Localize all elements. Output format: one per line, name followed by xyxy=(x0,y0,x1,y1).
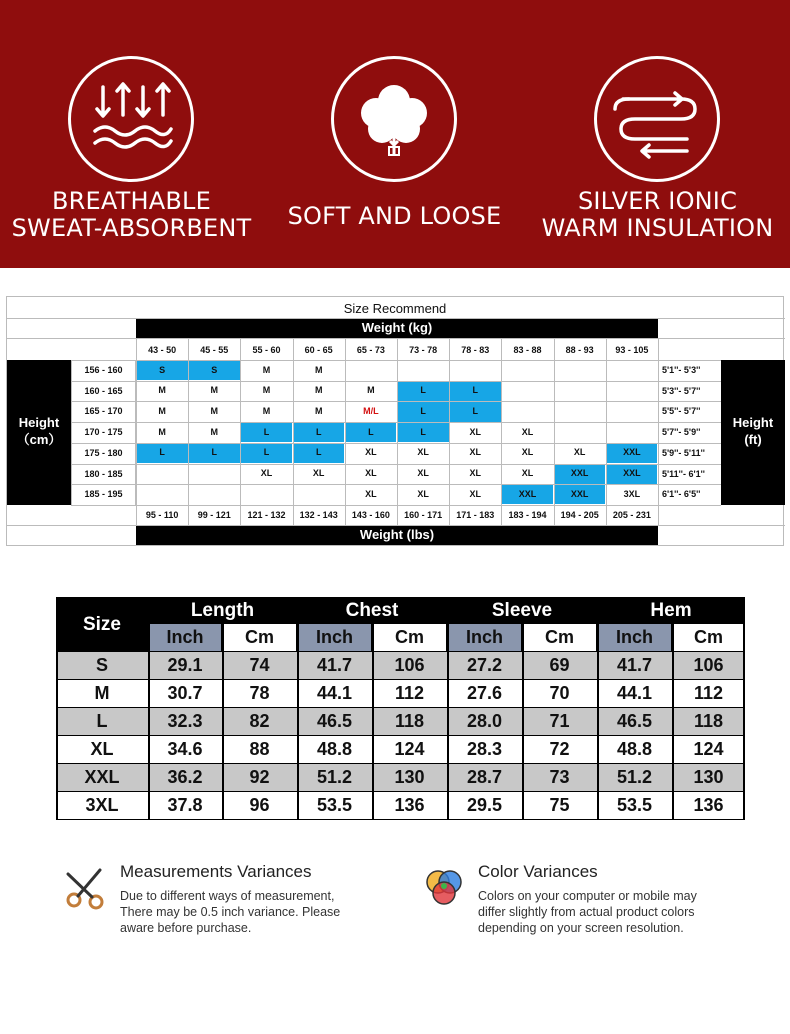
feature-soft-line1: SOFT AND LOOSE xyxy=(287,202,502,230)
height-ft-unit: (ft) xyxy=(744,432,762,447)
grid-vline xyxy=(188,338,189,525)
size-cell xyxy=(502,361,553,381)
color-variance-line: Colors on your computer or mobile may xyxy=(478,889,697,903)
measure-value-cell: 41.7 xyxy=(297,652,372,679)
grid-vline xyxy=(554,338,555,525)
lbs-range-cell: 95 - 110 xyxy=(145,510,179,520)
size-cell: 3XL xyxy=(623,488,641,499)
measure-value-cell: 28.0 xyxy=(447,708,522,735)
measure-value-cell: 48.8 xyxy=(597,736,672,763)
table-hline xyxy=(56,791,745,792)
size-cell: XL xyxy=(469,488,482,499)
measure-value-cell: 37.8 xyxy=(148,792,222,819)
table-hline xyxy=(56,819,745,820)
lbs-range-cell: 183 - 194 xyxy=(508,510,547,520)
size-cell xyxy=(606,423,657,443)
grid-hline xyxy=(71,360,721,361)
height-cm-cell: 175 - 180 xyxy=(84,447,123,458)
measure-value-cell: 46.5 xyxy=(297,708,372,735)
measure-value-cell: 74 xyxy=(222,652,297,679)
unit-inch-header: Inch xyxy=(149,624,221,651)
size-cell xyxy=(502,381,553,401)
lbs-range-cell: 194 - 205 xyxy=(560,510,599,520)
measure-value-cell: 124 xyxy=(372,736,447,763)
grid-hline xyxy=(71,484,721,485)
measurement-table xyxy=(56,597,745,820)
measure-value-cell: 28.3 xyxy=(447,736,522,763)
color-variance-line: differ slightly from actual product colors xyxy=(478,905,695,919)
measure-value-cell: 48.8 xyxy=(297,736,372,763)
kg-range-cell: 55 - 60 xyxy=(252,345,281,355)
size-cell: L xyxy=(293,443,344,463)
height-ft-cell: 5'1''- 5'3'' xyxy=(662,365,701,375)
size-cell: M/L xyxy=(363,405,379,416)
table-hline xyxy=(56,763,745,764)
measure-value-cell: 46.5 xyxy=(597,708,672,735)
kg-range-cell: 88 - 93 xyxy=(565,345,594,355)
unit-cm-header: Cm xyxy=(223,624,296,651)
grid-vline xyxy=(606,338,607,525)
grid-hline xyxy=(71,401,721,402)
size-cell xyxy=(450,361,501,381)
measure-value-cell: 51.2 xyxy=(597,764,672,791)
kg-range-cell: 65 - 73 xyxy=(356,345,385,355)
height-cm-label: Height xyxy=(18,415,60,430)
measure-value-cell: 96 xyxy=(222,792,297,819)
kg-range-cell: 60 - 65 xyxy=(304,345,333,355)
measure-value-cell: 112 xyxy=(372,680,447,707)
grid-vline xyxy=(135,360,136,505)
height-cm-cell: 185 - 195 xyxy=(84,489,123,500)
measure-value-cell: 106 xyxy=(672,652,745,679)
height-cm-cell: 156 - 160 xyxy=(84,365,123,375)
lbs-range-cell: 205 - 231 xyxy=(612,510,651,520)
size-cell xyxy=(241,485,292,505)
size-cell xyxy=(137,464,188,484)
measure-value-cell: 106 xyxy=(372,652,447,679)
unit-inch-header: Inch xyxy=(448,624,521,651)
measure-row xyxy=(56,680,745,708)
measure-value-cell: 53.5 xyxy=(297,792,372,819)
size-cell: L xyxy=(241,423,292,443)
kg-range-cell: 78 - 83 xyxy=(461,345,490,355)
size-cell: M xyxy=(367,385,375,396)
size-label-cell: 3XL xyxy=(56,792,148,819)
size-recommend-chart xyxy=(6,296,784,546)
color-variance-text xyxy=(478,888,697,936)
grid-vline xyxy=(501,338,502,525)
grid-hline xyxy=(71,422,721,423)
kg-range-cell: 45 - 55 xyxy=(200,345,229,355)
grid-hline xyxy=(7,525,785,526)
measure-value-cell: 36.2 xyxy=(148,764,222,791)
grid-vline xyxy=(240,338,241,525)
height-ft-cell: 5'3''- 5'7'' xyxy=(662,385,701,396)
height-cm-cell: 180 - 185 xyxy=(84,468,123,479)
height-cm-cell: 160 - 165 xyxy=(84,385,123,396)
measure-value-cell: 136 xyxy=(672,792,745,819)
size-cell: L xyxy=(345,423,396,443)
measure-value-cell: 75 xyxy=(522,792,597,819)
size-label-cell: M xyxy=(56,680,148,707)
feature-warm-line1: SILVER IONIC xyxy=(577,187,738,215)
group-header: Hem xyxy=(650,600,692,621)
measure-value-cell: 78 xyxy=(222,680,297,707)
measure-row xyxy=(56,736,745,764)
size-cell xyxy=(293,485,344,505)
size-cell xyxy=(606,402,657,422)
size-cell: M xyxy=(158,426,166,437)
size-cell: L xyxy=(293,423,344,443)
size-cell xyxy=(554,402,605,422)
grid-vline xyxy=(136,338,137,525)
weight-kg-header: Weight (kg) xyxy=(136,318,658,338)
measurement-variance-title: Measurements Variances xyxy=(120,862,312,881)
grid-hline xyxy=(71,381,721,382)
grid-vline xyxy=(345,338,346,525)
grid-hline xyxy=(7,338,785,339)
size-header: Size xyxy=(82,614,122,635)
size-cell: M xyxy=(158,405,166,416)
table-vline xyxy=(56,597,58,820)
measurement-header xyxy=(56,597,745,652)
lbs-range-cell: 99 - 121 xyxy=(197,510,231,520)
measure-value-cell: 70 xyxy=(522,680,597,707)
height-ft-label: Height xyxy=(732,415,774,430)
measure-row xyxy=(56,708,745,736)
measure-value-cell: 27.2 xyxy=(447,652,522,679)
height-ft-header xyxy=(721,360,785,505)
lbs-range-cell: 171 - 183 xyxy=(456,510,495,520)
measurement-variance-line: aware before purchase. xyxy=(120,921,252,935)
measure-row xyxy=(56,764,745,792)
feature-breathable-line2: SWEAT-ABSORBENT xyxy=(11,214,252,242)
grid-hline xyxy=(7,318,785,319)
grid-hline xyxy=(71,505,721,506)
measure-value-cell: 69 xyxy=(522,652,597,679)
measure-value-cell: 92 xyxy=(222,764,297,791)
measure-value-cell: 72 xyxy=(522,736,597,763)
feature-soft xyxy=(263,0,526,268)
measure-value-cell: 124 xyxy=(672,736,745,763)
grid-hline xyxy=(71,464,721,465)
grid-hline xyxy=(71,443,721,444)
size-cell: L xyxy=(398,402,449,422)
size-cell: XL xyxy=(312,468,325,478)
size-cell: XL xyxy=(260,468,273,478)
height-ft-cell: 5'9''- 5'11'' xyxy=(662,447,705,458)
size-cell: L xyxy=(398,423,449,443)
feature-breathable-line1: BREATHABLE xyxy=(52,187,211,215)
size-label-cell: S xyxy=(56,652,148,679)
measure-value-cell: 29.1 xyxy=(148,652,222,679)
size-cell: XL xyxy=(469,426,482,437)
measure-value-cell: 73 xyxy=(522,764,597,791)
feature-breathable xyxy=(0,0,263,268)
size-cell: M xyxy=(314,364,323,375)
size-cell: M xyxy=(262,405,271,416)
measurement-variance-line: Due to different ways of measurement, xyxy=(120,889,335,903)
group-header: Sleeve xyxy=(491,600,553,621)
measure-value-cell: 51.2 xyxy=(297,764,372,791)
size-label-cell: L xyxy=(56,708,148,735)
table-hline xyxy=(56,735,745,736)
measure-value-cell: 32.3 xyxy=(148,708,222,735)
size-cell: XL xyxy=(469,468,482,478)
lbs-range-cell: 121 - 132 xyxy=(247,510,286,520)
height-cm-header xyxy=(7,360,71,505)
size-cell: XL xyxy=(365,468,377,478)
grid-vline xyxy=(658,338,659,525)
measurement-variance-text xyxy=(120,888,340,936)
lbs-range-cell: 160 - 171 xyxy=(404,510,443,520)
kg-range-cell: 83 - 88 xyxy=(513,345,542,355)
size-cell: XL xyxy=(521,447,534,458)
measurement-variance-line: There may be 0.5 inch variance. Please xyxy=(120,905,341,919)
height-ft-cell: 5'5''- 5'7'' xyxy=(662,406,701,417)
kg-range-cell: 93 - 105 xyxy=(615,345,649,355)
size-cell: XL xyxy=(417,488,429,499)
measure-value-cell: 34.6 xyxy=(148,736,222,763)
unit-cm-header: Cm xyxy=(523,624,596,651)
lbs-range-cell: 132 - 143 xyxy=(299,510,338,520)
size-cell xyxy=(345,361,396,381)
size-cell: M xyxy=(210,426,219,437)
size-cell: M xyxy=(210,385,219,396)
thermal-wave-arrows-icon xyxy=(594,56,720,182)
measure-row xyxy=(56,652,745,680)
height-cm-cell: 170 - 175 xyxy=(84,427,123,438)
table-vline xyxy=(148,597,150,820)
unit-inch-header: Inch xyxy=(298,624,371,651)
scissors-icon xyxy=(62,864,110,912)
size-cell: XXL xyxy=(606,443,657,463)
measure-value-cell: 82 xyxy=(222,708,297,735)
kg-range-cell: 43 - 50 xyxy=(148,345,177,355)
feature-warm xyxy=(526,0,789,268)
size-cell: XL xyxy=(521,468,534,478)
size-cell: XL xyxy=(469,447,482,458)
size-cell: XXL xyxy=(554,464,605,484)
breathable-arrows-waves-icon xyxy=(68,56,194,182)
unit-inch-header: Inch xyxy=(598,624,671,651)
size-cell: XL xyxy=(365,447,377,458)
size-cell xyxy=(554,381,605,401)
measure-value-cell: 44.1 xyxy=(297,680,372,707)
measure-row xyxy=(56,792,745,820)
size-cell: L xyxy=(450,381,501,401)
feature-warm-line2: WARM INSULATION xyxy=(541,214,774,242)
unit-cm-header: Cm xyxy=(373,624,446,651)
measure-value-cell: 28.7 xyxy=(447,764,522,791)
height-ft-cell: 5'7''- 5'9'' xyxy=(662,427,701,438)
size-cell xyxy=(398,361,449,381)
measure-value-cell: 112 xyxy=(672,680,745,707)
group-header: Chest xyxy=(345,600,399,621)
size-cell: L xyxy=(450,402,501,422)
table-vline xyxy=(597,597,599,820)
table-vline xyxy=(297,597,299,820)
size-cell: L xyxy=(189,443,240,463)
size-cell: M xyxy=(262,385,271,396)
size-cell xyxy=(189,485,240,505)
unit-cm-header: Cm xyxy=(673,624,744,651)
measure-value-cell: 130 xyxy=(372,764,447,791)
measure-value-cell: 136 xyxy=(372,792,447,819)
size-cell: M xyxy=(262,364,271,375)
size-cell xyxy=(189,464,240,484)
size-cell: M xyxy=(210,405,219,416)
height-ft-cell: 6'1''- 6'5'' xyxy=(662,489,701,500)
measure-value-cell: 27.6 xyxy=(447,680,522,707)
size-cell: M xyxy=(314,385,323,396)
lbs-range-cell: 143 - 160 xyxy=(351,510,390,520)
height-cm-unit: （cm） xyxy=(16,432,62,447)
measure-value-cell: 118 xyxy=(672,708,745,735)
size-cell: XL xyxy=(417,468,429,478)
measure-value-cell: 118 xyxy=(372,708,447,735)
color-variance-title: Color Variances xyxy=(478,862,598,881)
size-cell: S xyxy=(137,361,188,381)
size-cell: L xyxy=(241,443,292,463)
size-cell: XXL xyxy=(554,485,605,505)
size-cell: L xyxy=(137,443,188,463)
grid-vline xyxy=(71,360,72,505)
size-recommend-title: Size Recommend xyxy=(343,301,447,316)
measure-value-cell: 53.5 xyxy=(597,792,672,819)
height-cm-cell: 165 - 170 xyxy=(84,406,123,417)
size-cell xyxy=(502,402,553,422)
size-cell: XXL xyxy=(502,485,553,505)
grid-vline xyxy=(397,338,398,525)
size-cell xyxy=(554,423,605,443)
group-header: Length xyxy=(190,600,255,621)
size-label-cell: XL xyxy=(56,736,148,763)
size-cell: XL xyxy=(417,447,429,458)
table-hline xyxy=(56,707,745,708)
table-vline xyxy=(447,597,449,820)
size-cell: XXL xyxy=(606,464,657,484)
size-cell xyxy=(606,361,657,381)
size-cell: L xyxy=(398,381,449,401)
measure-value-cell: 29.5 xyxy=(447,792,522,819)
height-ft-cell: 5'11''- 6'1'' xyxy=(662,468,705,479)
size-cell: XL xyxy=(573,447,586,458)
cotton-tree-icon xyxy=(331,56,457,182)
table-vline xyxy=(743,597,745,820)
size-cell: M xyxy=(314,405,323,416)
size-cell xyxy=(606,381,657,401)
size-cell: M xyxy=(158,385,166,396)
size-cell xyxy=(554,361,605,381)
table-hline xyxy=(56,651,745,652)
grid-vline xyxy=(449,338,450,525)
size-cell: XL xyxy=(521,426,534,437)
measure-value-cell: 130 xyxy=(672,764,745,791)
measure-value-cell: 71 xyxy=(522,708,597,735)
size-cell xyxy=(137,485,188,505)
color-circles-icon xyxy=(420,864,468,912)
measure-value-cell: 88 xyxy=(222,736,297,763)
feature-banner xyxy=(0,0,790,268)
size-label-cell: XXL xyxy=(56,764,148,791)
weight-lbs-header: Weight (lbs) xyxy=(136,525,658,545)
measure-value-cell: 41.7 xyxy=(597,652,672,679)
table-hline xyxy=(56,679,745,680)
kg-range-cell: 73 - 78 xyxy=(409,345,438,355)
measure-value-cell: 44.1 xyxy=(597,680,672,707)
size-cell: S xyxy=(189,361,240,381)
grid-vline xyxy=(293,338,294,525)
color-variance-line: depending on your screen resolution. xyxy=(478,921,684,935)
size-cell: XL xyxy=(365,488,377,499)
measure-value-cell: 30.7 xyxy=(148,680,222,707)
